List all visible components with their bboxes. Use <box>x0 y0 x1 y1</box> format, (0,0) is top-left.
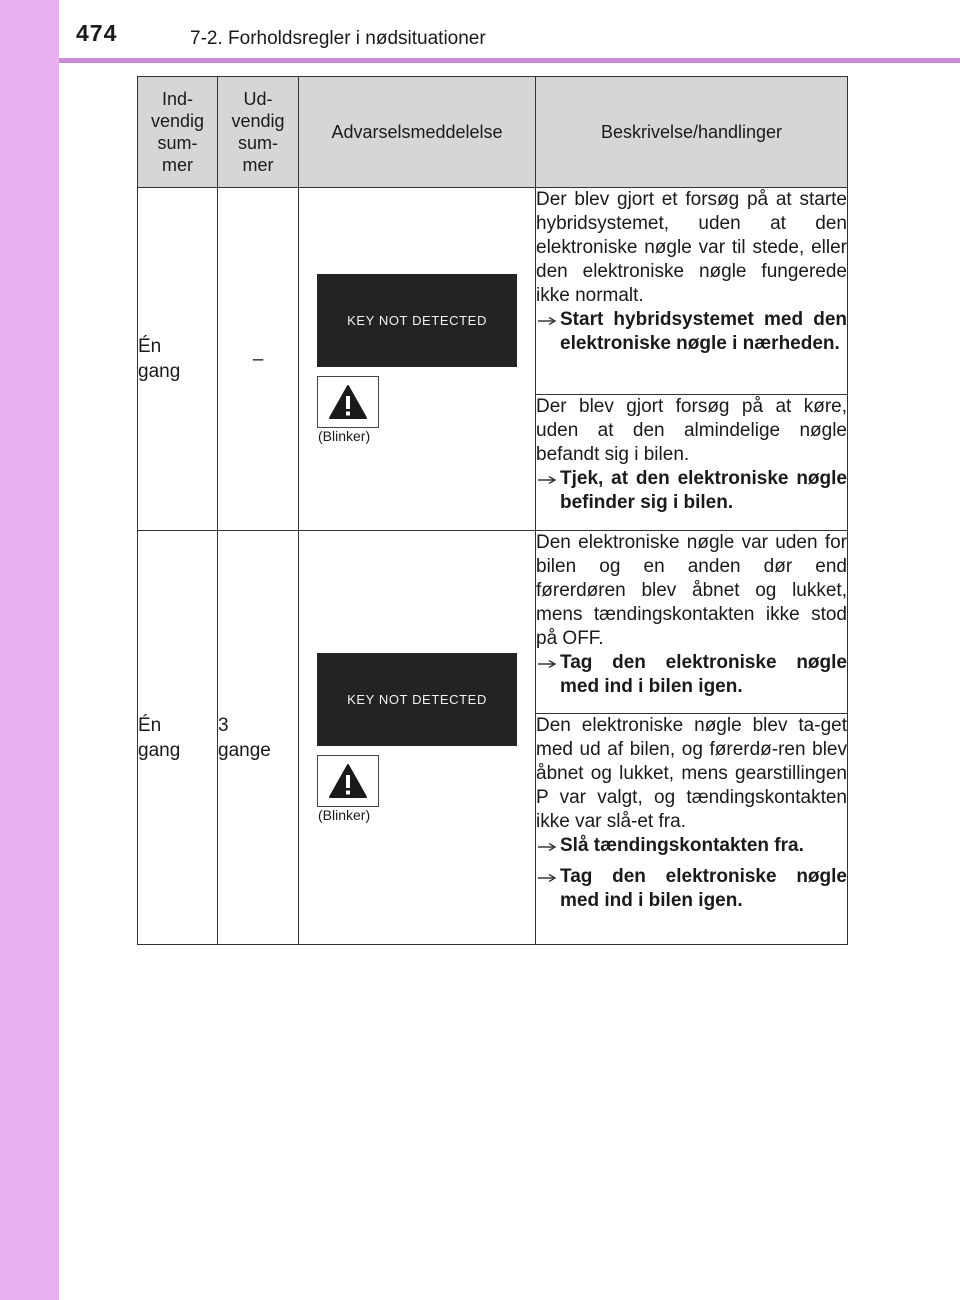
action-item <box>536 308 847 356</box>
display-screen <box>317 274 517 367</box>
action-item <box>536 467 847 515</box>
right-arrow-icon <box>536 834 560 865</box>
column-header-label: Beskrivelse/handlinger <box>600 122 783 142</box>
header-rule <box>59 58 960 63</box>
action-text: Start hybridsystemet med den elektroniske nøgle i nærheden. <box>560 309 847 354</box>
table-header-row <box>138 77 848 188</box>
warning-table <box>137 76 848 945</box>
action-item <box>536 651 847 699</box>
inside-buzzer-cell <box>138 188 218 531</box>
column-header-outside <box>218 77 299 188</box>
right-arrow-icon <box>536 467 560 515</box>
table-row <box>138 531 848 714</box>
warning-message-cell <box>299 531 536 945</box>
display-message: KEY NOT DETECTED <box>347 691 487 707</box>
column-header-message <box>299 77 536 188</box>
column-header-label: Ind- vendig sum- mer <box>150 89 205 175</box>
description-text: Der blev gjort forsøg på at køre, uden at den almindelige nøgle befandt sig i bilen. <box>536 396 847 465</box>
chapter-sidebar <box>0 0 59 1300</box>
blink-label: (Blinker) <box>318 806 371 823</box>
column-header-label: Advarselsmeddelelse <box>331 122 503 142</box>
warning-message-cell <box>299 188 536 531</box>
inside-buzzer-count: Én gang <box>138 714 181 761</box>
action-item <box>536 865 847 913</box>
action-item <box>536 834 847 865</box>
column-header-label: Ud- vendig sum- mer <box>231 89 285 175</box>
action-text: Slå tændingskontakten fra. <box>560 835 804 856</box>
outside-buzzer-cell <box>218 531 299 945</box>
description-text: Den elektroniske nøgle var uden for bilen og en anden dør end førerdøren blev åbnet og lukket, mens tændingskontakten ikke stod på OFF. <box>536 532 847 649</box>
column-header-description <box>536 77 848 188</box>
outside-buzzer-count: 3 gange <box>218 714 271 761</box>
right-arrow-icon <box>536 308 560 356</box>
action-text: Tjek, at den elektroniske nøgle befinder sig i bilen. <box>560 468 847 513</box>
right-arrow-icon <box>536 651 560 699</box>
description-cell <box>536 714 848 945</box>
description-cell <box>536 395 848 531</box>
description-cell <box>536 531 848 714</box>
action-text: Tag den elektroniske nøgle med ind i bilen igen. <box>560 866 847 911</box>
table-row <box>138 188 848 395</box>
description-cell <box>536 188 848 395</box>
blink-label: (Blinker) <box>318 428 371 444</box>
inside-buzzer-cell <box>138 531 218 945</box>
outside-buzzer-cell <box>218 188 299 531</box>
display-screen <box>317 653 517 746</box>
section-title: 7-2. Forholdsregler i nødsituationer <box>190 28 486 49</box>
warning-triangle-icon <box>317 755 379 807</box>
description-text: Den elektroniske nøgle blev ta-get med ud af bilen, og førerdø-ren blev åbnet og lukket, mens gearstillingen P var valgt, og tændingskontakten ikke var slå-et fra. <box>536 715 847 832</box>
outside-buzzer-count: – <box>252 348 264 370</box>
display-message: KEY NOT DETECTED <box>347 313 487 328</box>
description-text: Der blev gjort et forsøg på at starte hybridsystemet, uden at den elektroniske nøgle var til stede, eller den elektroniske nøgle fungerede ikke normalt. <box>536 189 847 306</box>
warning-triangle-icon <box>317 376 379 428</box>
action-text: Tag den elektroniske nøgle med ind i bilen igen. <box>560 652 847 697</box>
page-number: 474 <box>76 20 118 46</box>
right-arrow-icon <box>536 865 560 913</box>
column-header-inside <box>138 77 218 188</box>
inside-buzzer-count: Én gang <box>138 336 181 382</box>
